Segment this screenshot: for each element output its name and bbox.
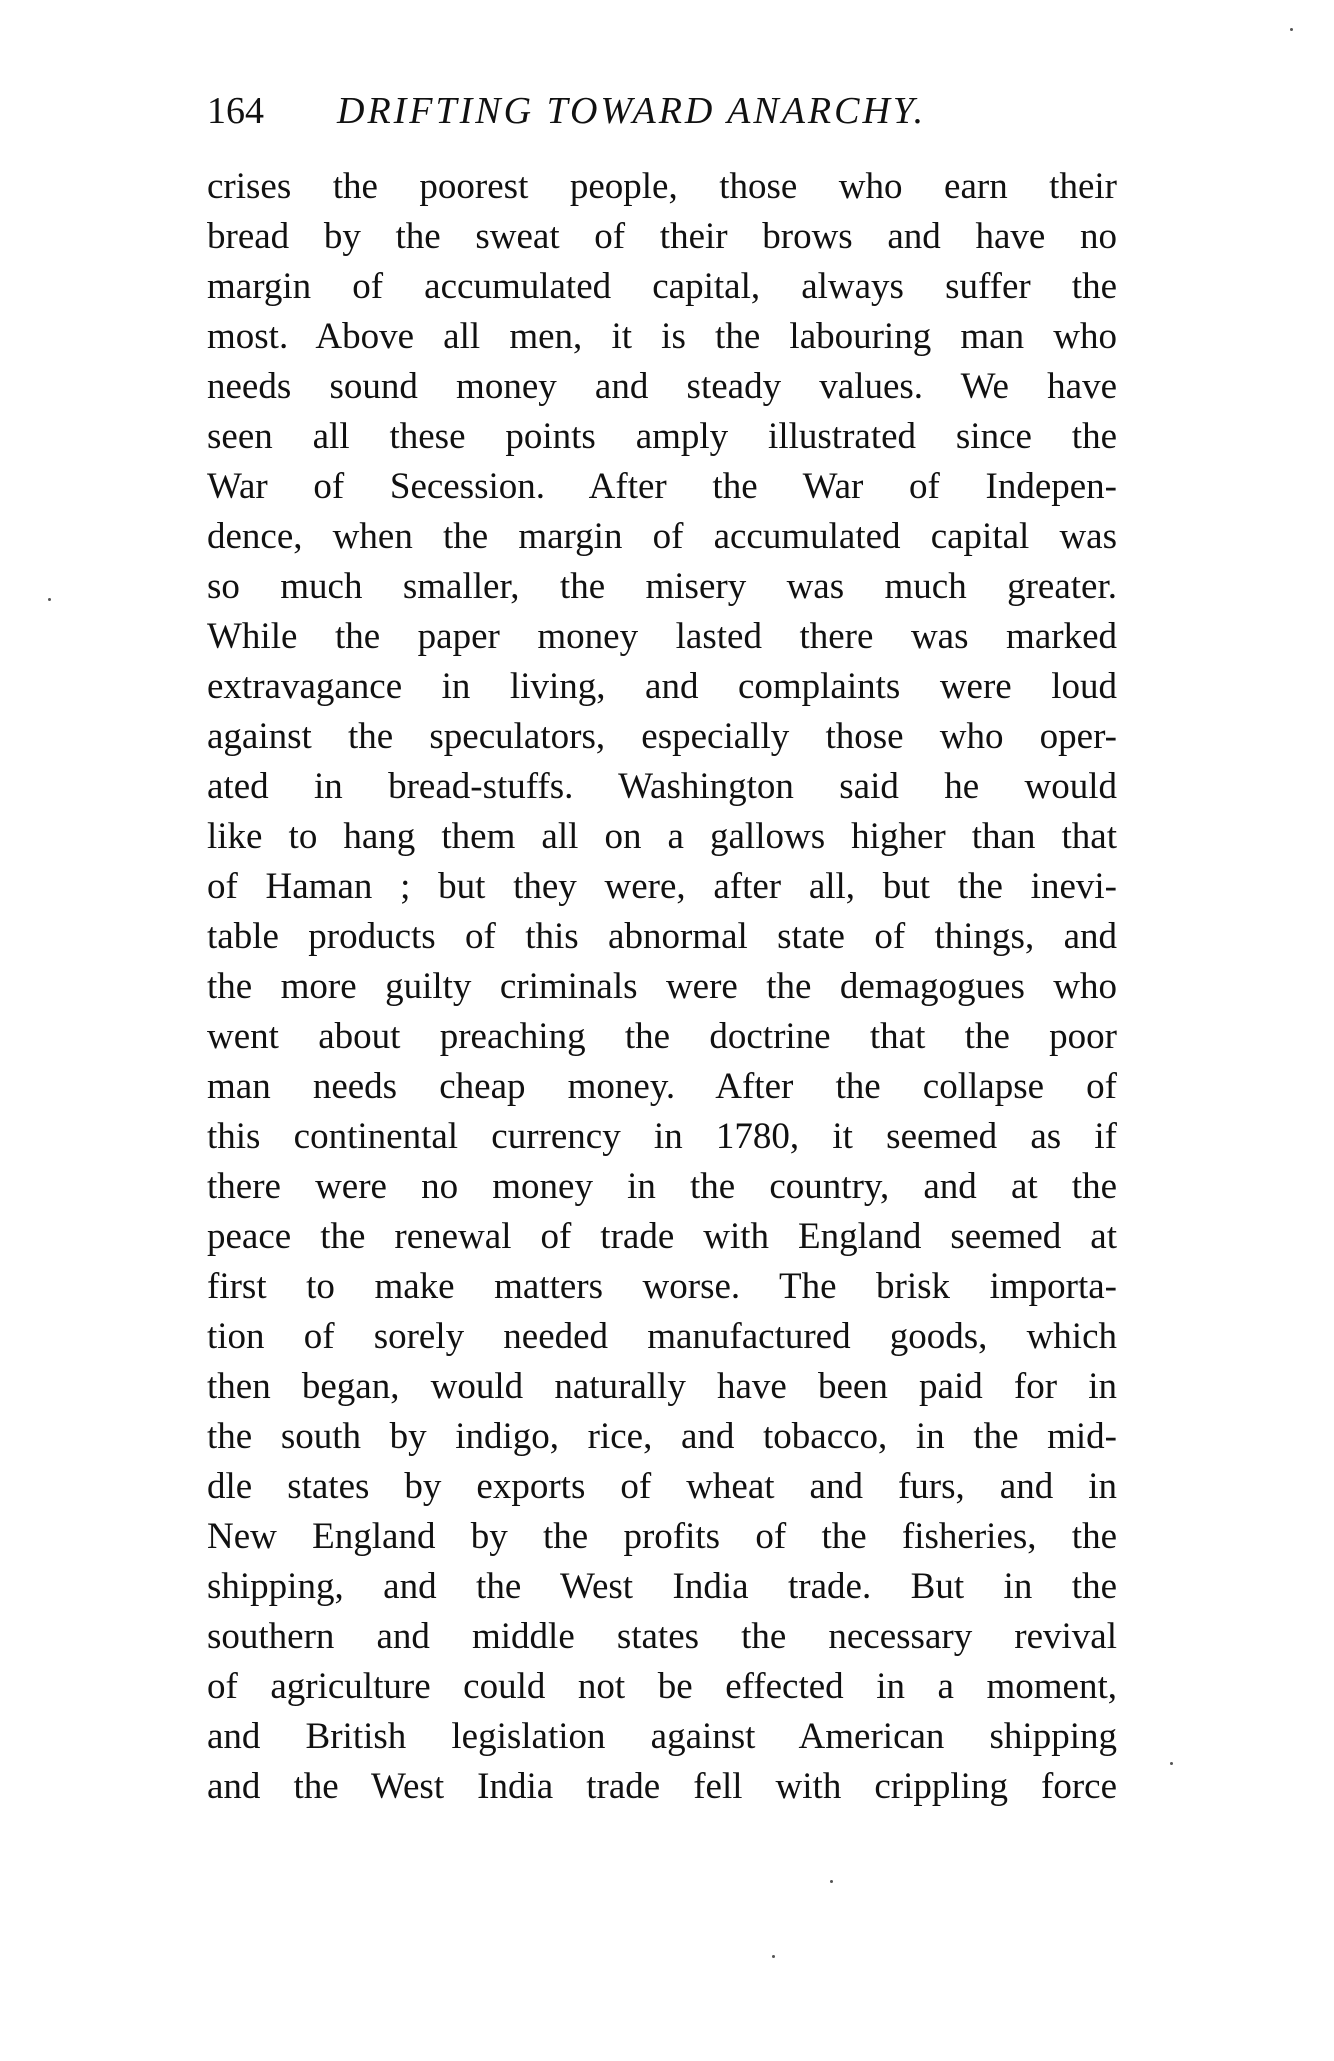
text-line: first to make matters worse. The brisk importa- (207, 1266, 1117, 1307)
text-line: margin of accumulated capital, always suffer the (207, 266, 1117, 307)
scan-speck (1170, 1762, 1173, 1765)
text-line: most. Above all men, it is the labouring man who (207, 316, 1117, 357)
running-title: DRIFTING TOWARD ANARCHY. (337, 90, 927, 132)
text-line: so much smaller, the misery was much greater. (207, 566, 1117, 607)
text-line: ated in bread-stuffs. Washington said he would (207, 766, 1117, 807)
text-line: of Haman ; but they were, after all, but the inevi- (207, 866, 1117, 907)
text-line: peace the renewal of trade with England seemed at (207, 1216, 1117, 1257)
text-line: there were no money in the country, and at the (207, 1166, 1117, 1207)
text-line: southern and middle states the necessary revival (207, 1616, 1117, 1657)
text-line: this continental currency in 1780, it seemed as if (207, 1116, 1117, 1157)
text-line: War of Secession. After the War of Indepen- (207, 466, 1117, 507)
text-line: needs sound money and steady values. We have (207, 366, 1117, 407)
scan-speck (1290, 28, 1293, 31)
text-line: While the paper money lasted there was marked (207, 616, 1117, 657)
scan-speck (830, 1880, 833, 1883)
text-line: bread by the sweat of their brows and have no (207, 216, 1117, 257)
scan-speck (772, 1955, 775, 1958)
text-line: extravagance in living, and complaints were loud (207, 666, 1117, 707)
page-number: 164 (207, 90, 264, 132)
text-line: dle states by exports of wheat and furs, and in (207, 1466, 1117, 1507)
text-line: went about preaching the doctrine that the poor (207, 1016, 1117, 1057)
text-line: man needs cheap money. After the collapse of (207, 1066, 1117, 1107)
text-line: like to hang them all on a gallows higher than that (207, 816, 1117, 857)
text-line: crises the poorest people, those who earn their (207, 166, 1117, 207)
text-line: the south by indigo, rice, and tobacco, in the mid- (207, 1416, 1117, 1457)
text-line: seen all these points amply illustrated since the (207, 416, 1117, 457)
scan-speck (48, 598, 51, 601)
text-line: the more guilty criminals were the demagogues who (207, 966, 1117, 1007)
text-line: then began, would naturally have been paid for in (207, 1366, 1117, 1407)
text-line: against the speculators, especially those who oper- (207, 716, 1117, 757)
text-line: table products of this abnormal state of things, and (207, 916, 1117, 957)
body-text (207, 162, 1117, 1812)
text-line: New England by the profits of the fisheries, the (207, 1516, 1117, 1557)
text-line: and the West India trade fell with crippling force (207, 1766, 1117, 1807)
text-line: dence, when the margin of accumulated capital was (207, 516, 1117, 557)
text-line: of agriculture could not be effected in a moment, (207, 1666, 1117, 1707)
running-head (207, 86, 1127, 136)
text-line: and British legislation against American shipping (207, 1716, 1117, 1757)
text-line: tion of sorely needed manufactured goods, which (207, 1316, 1117, 1357)
text-line: shipping, and the West India trade. But in the (207, 1566, 1117, 1607)
